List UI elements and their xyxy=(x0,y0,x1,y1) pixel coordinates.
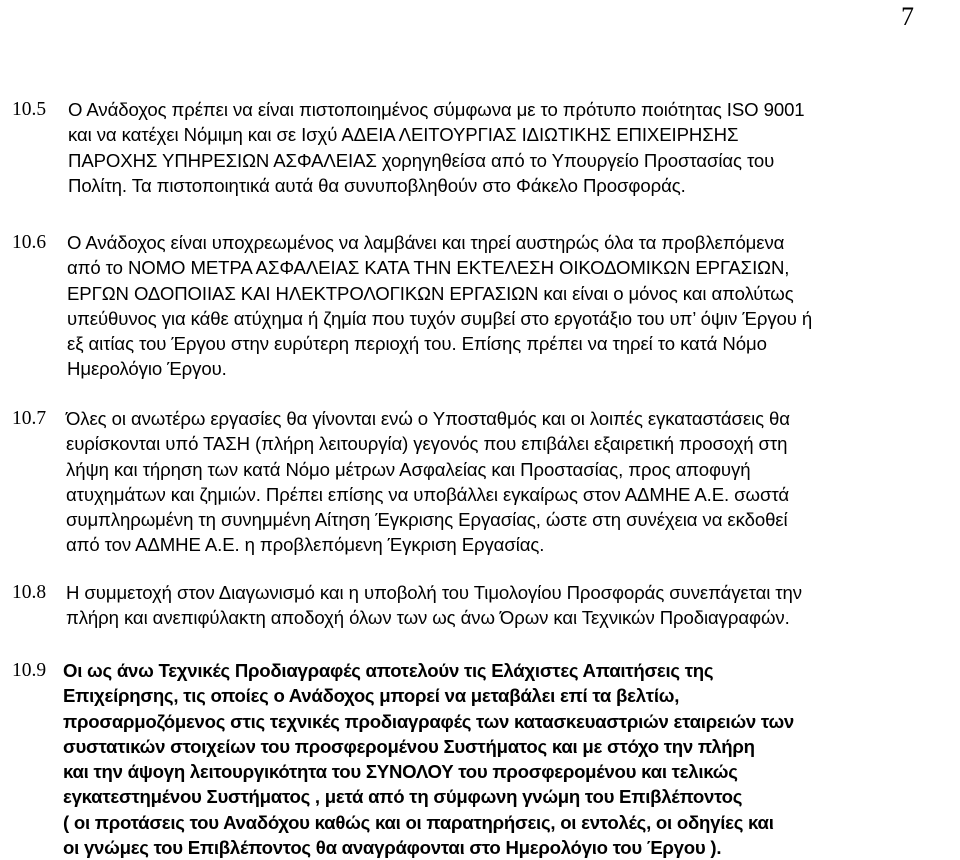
clause-10-7 xyxy=(12,406,956,556)
clause-text xyxy=(68,97,960,198)
text-line: Η συμμετοχή στον Διαγωνισμό και η υποβολή του Τιμολογίου Προσφοράς συνεπάγεται την xyxy=(66,582,802,603)
text-line: Ο Ανάδοχος είναι υποχρεωμένος να λαμβάνει και τηρεί αυστηρώς όλα τα προβλεπόμενα xyxy=(67,232,785,253)
clause-10-5 xyxy=(12,97,956,196)
clause-text xyxy=(67,230,959,382)
text-line: οι γνώμες του Επιβλέποντος θα αναγράφονται στο Ημερολόγιο του Έργου ). xyxy=(63,837,722,859)
text-line: εγκατεστημένου Συστήματος , μετά από τη σύμφωνη γνώμη του Επιβλέποντος xyxy=(63,786,743,808)
text-line: υπεύθυνος για κάθε ατύχημα ή ζημία που τυχόν συμβεί στο εργοτάξιο του υπ’ όψιν Έργου ή xyxy=(67,307,813,329)
text-line: πλήρη και ανεπιφύλακτη αποδοχή όλων των ως άνω Όρων και Τεχνικών Προδιαγραφών. xyxy=(66,607,790,629)
text-line: Ημερολόγιο Έργου. xyxy=(67,358,227,380)
text-line: ατυχημάτων και ζημιών. Πρέπει επίσης να υποβάλλει εγκαίρως στον ΑΔΜΗΕ Α.Ε. σωστά xyxy=(66,483,789,505)
text-line: από το ΝΟΜΟ ΜΕΤΡΑ ΑΣΦΑΛΕΙΑΣ ΚΑΤΑ ΤΗΝ ΕΚΤΕΛΕΣΗ ΟΙΚΟΔΟΜΙΚΩΝ ΕΡΓΑΣΙΩΝ, xyxy=(67,257,790,279)
page-number: 7 xyxy=(901,2,914,31)
clause-number: 10.9 xyxy=(12,660,47,681)
clause-text xyxy=(63,658,955,860)
text-line: και να κατέχει Νόμιμη και σε Ισχύ ΑΔΕΙΑ ΛΕΙΤΟΥΡΓΙΑΣ ΙΔΙΩΤΙΚΗΣ ΕΠΙΧΕΙΡΗΣΗΣ xyxy=(68,124,739,146)
text-line: ΕΡΓΩΝ ΟΔΟΠΟΙΙΑΣ ΚΑΙ ΗΛΕΚΤΡΟΛΟΓΙΚΩΝ ΕΡΓΑΣΙΩΝ και είναι ο μόνος και απολύτως xyxy=(67,282,794,304)
clause-text xyxy=(66,580,958,631)
text-line: ευρίσκονται υπό ΤΑΣΗ (πλήρη λειτουργία) γεγονός που επιβάλει εξαιρετική προσοχή στη xyxy=(66,433,788,455)
text-line: Ο Ανάδοχος πρέπει να είναι πιστοποιημένος σύμφωνα με το πρότυπο ποιότητας ISO 9001 xyxy=(68,99,805,120)
text-line: εξ αιτίας του Έργου στην ευρύτερη περιοχή του. Επίσης πρέπει να τηρεί το κατά Νόμο xyxy=(67,333,767,355)
text-line: Επιχείρησης, τις οποίες ο Ανάδοχος μπορεί να μεταβάλει επί τα βελτίω, xyxy=(63,685,680,707)
clause-number: 10.6 xyxy=(12,232,47,253)
clause-number: 10.7 xyxy=(12,408,47,429)
clause-10-8 xyxy=(12,580,956,629)
text-line: λήψη και τήρηση των κατά Νόμο μέτρων Ασφαλείας και Προστασίας, προς αποφυγή xyxy=(66,458,751,480)
text-line: και την άψογη λειτουργικότητα του ΣΥΝΟΛΟΥ του προσφερομένου και τελικώς xyxy=(63,761,738,783)
clause-10-6 xyxy=(12,230,956,380)
text-line: ( οι προτάσεις του Αναδόχου καθώς και οι παρατηρήσεις, οι εντολές, οι οδηγίες και xyxy=(63,811,774,833)
clause-text xyxy=(66,406,958,558)
text-line: Πολίτη. Τα πιστοποιητικά αυτά θα συνυποβληθούν στο Φάκελο Προσφοράς. xyxy=(68,174,686,196)
text-line: Όλες οι ανωτέρω εργασίες θα γίνονται ενώ ο Υποσταθμός και οι λοιπές εγκαταστάσεις θα xyxy=(66,408,790,429)
text-line: ΠΑΡΟΧΗΣ ΥΠΗΡΕΣΙΩΝ ΑΣΦΑΛΕΙΑΣ χορηγηθείσα από το Υπουργείο Προστασίας του xyxy=(68,149,775,171)
text-line: συμπληρωμένη τη συνημμένη Αίτηση Έγκρισης Εργασίας, ώστε στη συνέχεια να εκδοθεί xyxy=(66,509,788,531)
clause-10-9 xyxy=(12,658,956,859)
text-line: Οι ως άνω Τεχνικές Προδιαγραφές αποτελούν τις Ελάχιστες Απαιτήσεις της xyxy=(63,660,714,681)
text-line: από τον ΑΔΜΗΕ Α.Ε. η προβλεπόμενη Έγκριση Εργασίας. xyxy=(66,534,545,556)
clause-number: 10.8 xyxy=(12,582,47,603)
text-line: συστατικών στοιχείων του προσφερομένου Συστήματος και με στόχο την πλήρη xyxy=(63,735,755,757)
clause-number: 10.5 xyxy=(12,99,47,120)
text-line: προσαρμοζόμενος στις τεχνικές προδιαγραφές των κατασκευαστριών εταιρειών των xyxy=(63,710,794,732)
